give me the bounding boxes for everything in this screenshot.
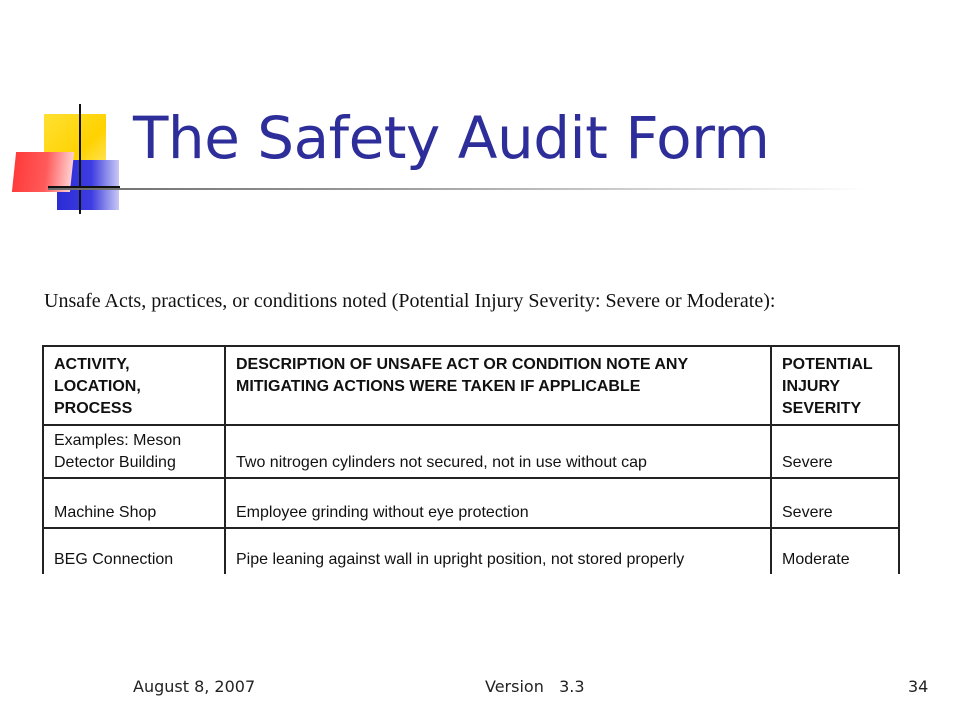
footer-page-number: 34: [908, 677, 929, 696]
slide-logo: [0, 0, 140, 230]
title-divider: [48, 188, 868, 190]
table-row: [43, 478, 899, 528]
table-header-row: [43, 346, 899, 425]
table-row: [43, 528, 899, 574]
cell-severity: Severe: [771, 478, 899, 528]
table-row: [43, 425, 899, 478]
header-activity: ACTIVITY, LOCATION, PROCESS: [43, 346, 225, 425]
footer-version: Version 3.3: [485, 677, 585, 696]
cell-activity: BEG Connection: [43, 528, 225, 574]
cell-activity: Machine Shop: [43, 478, 225, 528]
slide-title: The Safety Audit Form: [133, 104, 770, 172]
footer-date: August 8, 2007: [133, 677, 256, 696]
cell-severity: Severe: [771, 425, 899, 478]
cell-description: Pipe leaning against wall in upright position, not stored properly: [225, 528, 771, 574]
cell-activity: Examples: Meson Detector Building: [43, 425, 225, 478]
form-intro-text: Unsafe Acts, practices, or conditions noted (Potential Injury Severity: Severe or Moderate):: [44, 290, 776, 312]
header-severity: POTENTIAL INJURY SEVERITY: [771, 346, 899, 425]
cell-description: Employee grinding without eye protection: [225, 478, 771, 528]
cell-description: Two nitrogen cylinders not secured, not in use without cap: [225, 425, 771, 478]
cell-severity: Moderate: [771, 528, 899, 574]
logo-vertical-line: [79, 104, 81, 214]
safety-audit-table: [42, 345, 900, 574]
header-description: DESCRIPTION OF UNSAFE ACT OR CONDITION NOTE ANY MITIGATING ACTIONS WERE TAKEN IF APPLICABLE: [225, 346, 771, 425]
